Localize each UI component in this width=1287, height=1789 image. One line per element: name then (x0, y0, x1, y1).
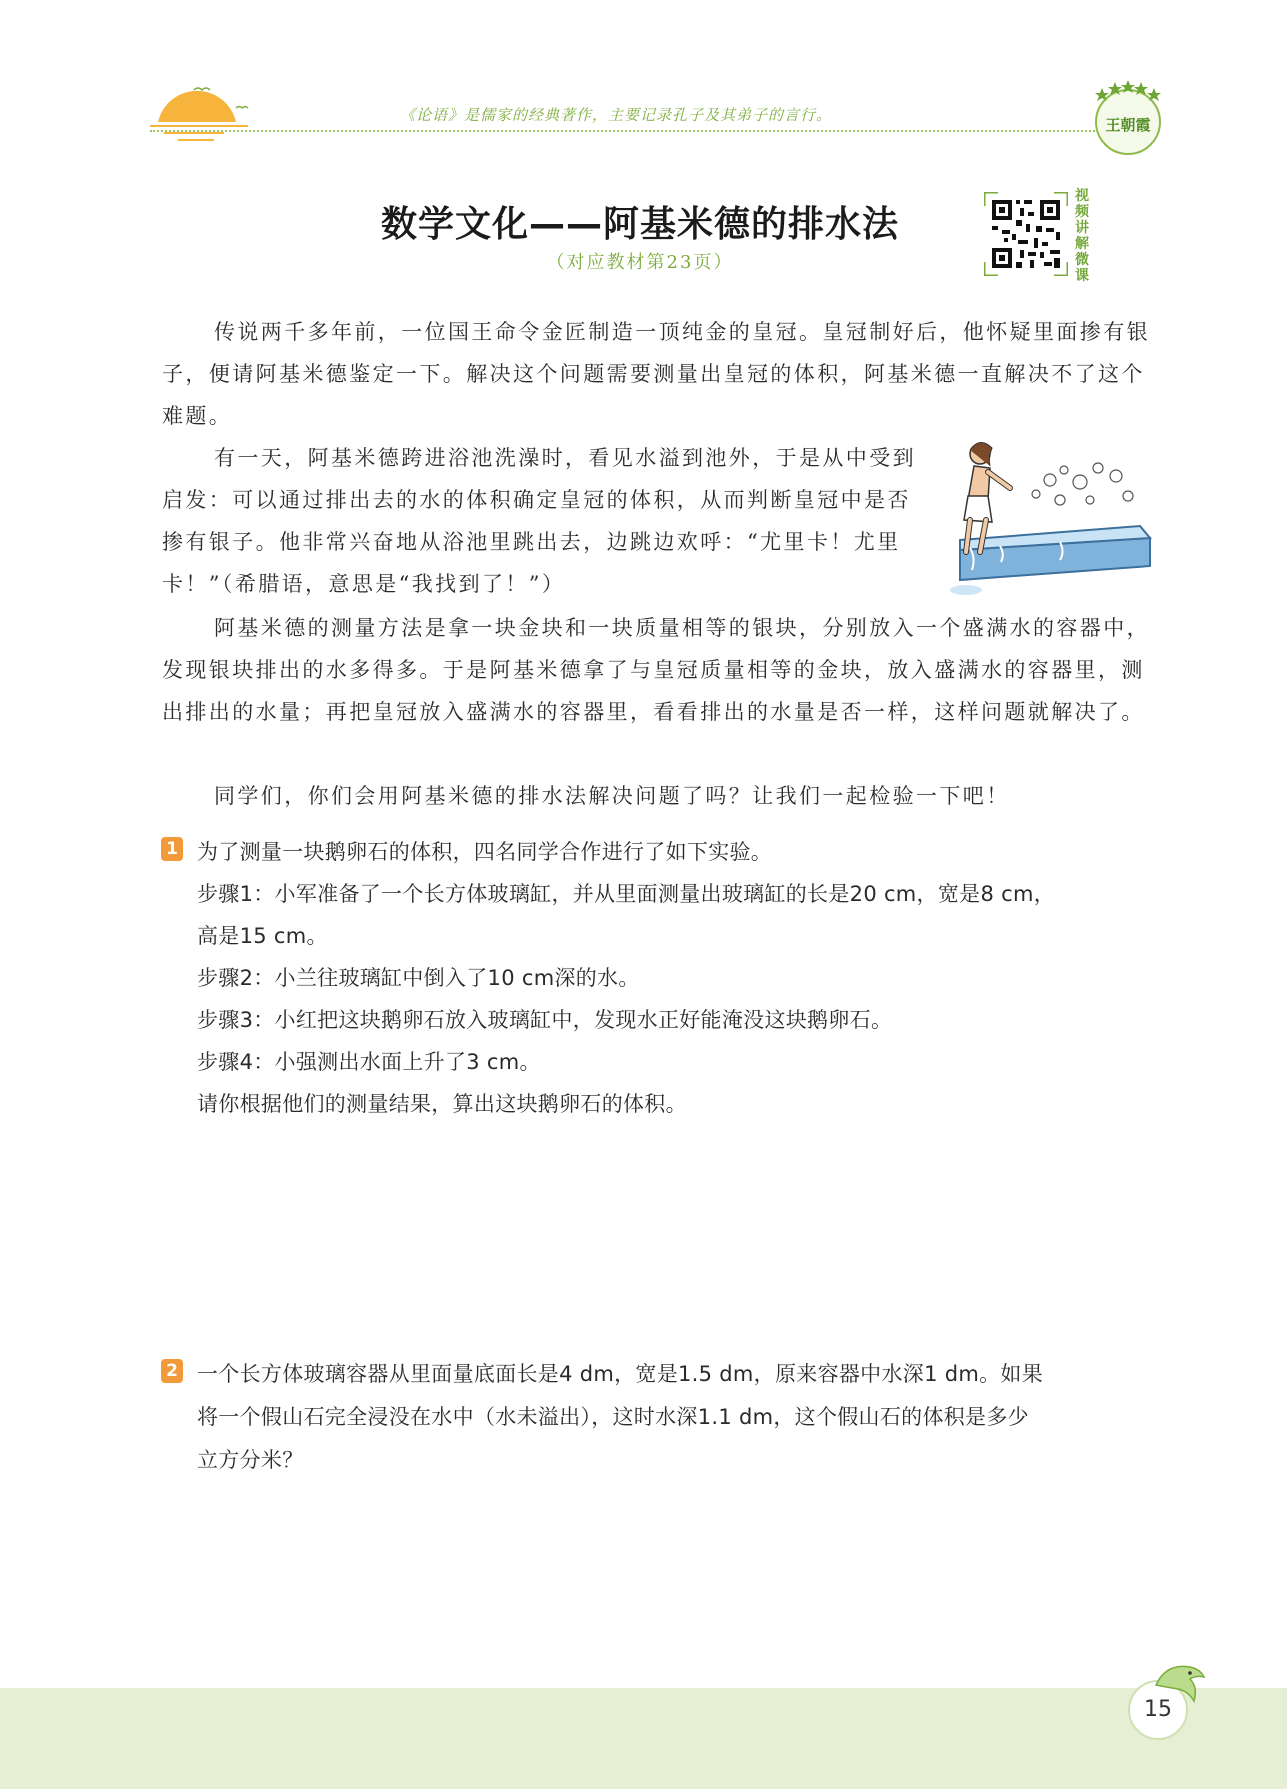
story-paragraph-3: 阿基米德的测量方法是拿一块金块和一块质量相等的银块，分别放入一个盛满水的容器中，发现银块排出的水多得多。于是阿基米德拿了与皇冠质量相等的金块，放入盛满水的容器里，测出排出的水量；再把皇冠放入盛满水的容器里，看看排出的水量是否一样，这样问题就解决了。 (162, 616, 1150, 724)
story-paragraph-4: 同学们，你们会用阿基米德的排水法解决问题了吗？让我们一起检验一下吧！ (214, 784, 1010, 808)
question-1-line: 步骤1：小军准备了一个长方体玻璃缸，并从里面测量出玻璃缸的长是20 cm，宽是8 cm， (197, 882, 1055, 906)
story-paragraph-1: 传说两千多年前，一位国王命令金匠制造一顶纯金的皇冠。皇冠制好后，他怀疑里面掺有银子，便请阿基米德鉴定一下。解决这个问题需要测量出皇冠的体积，阿基米德一直解决不了这个难题。 (162, 320, 1150, 428)
question-1-line: 请你根据他们的测量结果，算出这块鹅卵石的体积。 (197, 1092, 687, 1116)
question-number-2: 2 (161, 1359, 183, 1383)
qr-label: 视频讲解微课 (1075, 188, 1089, 284)
question-2-line: 立方分米？ (197, 1448, 304, 1472)
question-2-line: 一个长方体玻璃容器从里面量底面长是4 dm，宽是1.5 dm，原来容器中水深1 dm。如果 (197, 1362, 1044, 1386)
page-title: 数学文化——阿基米德的排水法 (380, 204, 899, 245)
brand-badge-icon (1088, 78, 1168, 158)
question-1-line: 步骤3：小红把这块鹅卵石放入玻璃缸中，发现水正好能淹没这块鹅卵石。 (197, 1008, 893, 1032)
footer-band (0, 1688, 1287, 1789)
question-1-line: 步骤2：小兰往玻璃缸中倒入了10 cm深的水。 (197, 966, 640, 990)
dolphin-icon (1150, 1655, 1210, 1715)
archimedes-bath-illustration (940, 440, 1160, 600)
header-divider (150, 130, 1095, 132)
page-subtitle: （对应教材第23页） (546, 252, 734, 273)
header-motto: 《论语》是儒家的经典著作，主要记录孔子及其弟子的言行。 (400, 106, 833, 124)
qr-code[interactable] (984, 192, 1068, 280)
question-1-line: 为了测量一块鹅卵石的体积，四名同学合作进行了如下实验。 (197, 840, 773, 864)
qr-code-icon (984, 192, 1068, 276)
question-2-line: 将一个假山石完全浸没在水中（水未溢出），这时水深1.1 dm，这个假山石的体积是多少 (197, 1405, 1029, 1429)
story-paragraph-2: 有一天，阿基米德跨进浴池洗澡时，看见水溢到池外，于是从中受到启发：可以通过排出去的水的体积确定皇冠的体积，从而判断皇冠中是否掺有银子。他非常兴奋地从浴池里跳出去，边跳边欢呼：“尤里卡！尤里卡！”（希腊语，意思是“我找到了！”） (162, 446, 916, 596)
question-number-1: 1 (161, 837, 183, 861)
answer-area-1[interactable] (195, 1130, 1155, 1330)
sun-logo-icon (150, 78, 250, 148)
question-1-line: 步骤4：小强测出水面上升了3 cm。 (197, 1050, 541, 1074)
answer-area-2[interactable] (195, 1490, 1155, 1670)
svg-text:王朝霞: 王朝霞 (1105, 116, 1151, 134)
page-number: 15 (1128, 1680, 1188, 1740)
question-1-line: 高是15 cm。 (197, 924, 328, 948)
